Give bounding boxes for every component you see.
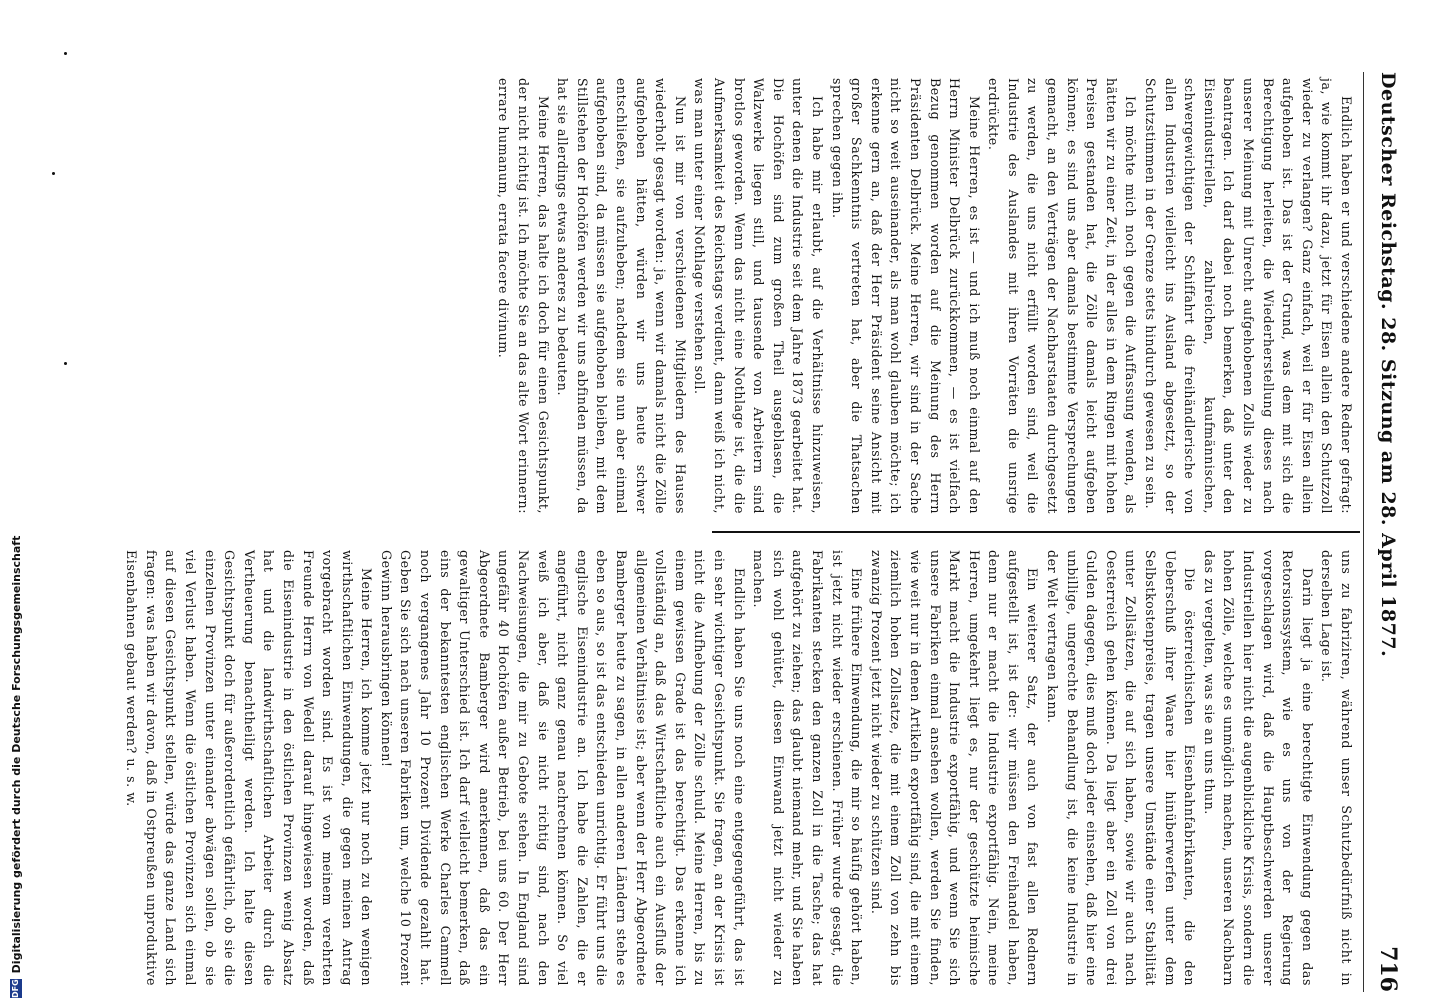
right-paragraph: Eine frühere Einwendung, die mir so häufig gehört haben, ist jetzt nicht wieder erschienen. Früher wurde gesagt, die Fabrikanten stecken den ganzen Zoll in die Tasche; das hat aufgehört zu ziehen; das glaubt niemand mehr, und Sie haben sich wohl gehütet, diesen Einwand jetzt nicht wieder zu machen. xyxy=(751,550,865,986)
page-header xyxy=(1368,72,1408,992)
page-number: 716 xyxy=(1375,946,1401,992)
right-paragraph: Darin liegt ja eine berechtigte Einwendung gegen das Retorsionssystem, wie es uns von der Regierung vorgeschlagen wird, daß die Hauptbeschwerden unserer Industriellen hier nicht die augenblickliche Krisis, sondern die hohen Zölle, welche es unmöglich machen, unseren Nachbarn das zu vergelten, was sie an uns thun. xyxy=(1201,550,1315,986)
left-paragraph: Endlich haben er und verschiedene andere Redner gefragt: ja, wie kommt ihr dazu, jetzt für Eisen allein den Schutzzoll wieder zu verlangen? Ganz einfach, weil er für Eisen allein aufgehoben ist. Das ist der Grund, was dem mit sich die Berechtigung herleiten, die Wiederherstellung dieses nach unserer Meinung mit Unrecht aufgehobenen Zolls wieder zu beantragen. Ich darf dabei noch bemerken, daß unter den Eisenindustriellen, zahlreichen, kaufmännischen, schwergewichtigen der Schiffahrt die freihändlerische von allen Industrien vielleicht ins Ausland abgesetzt, so der Schutzstimmen in der Grenze stets hindurch gewesen zu sein. xyxy=(1143,78,1354,514)
header-rule xyxy=(1363,72,1364,992)
scan-speck xyxy=(64,362,67,365)
right-paragraph: Meine Herren, ich komme jetzt nur noch zu den wenigen wirthschaftlichen Einwendungen, die gegen meinen Antrag vorgebracht worden sind. Es ist von meinem verehrten Freunde Herrn von Wedell darauf hingewiesen worden, daß die Eisenindustrie in den östlichen Provinzen wenig Absatz hat und die landwirthschaftlichen Arbeiter durch die Vertheuerung benachtheiligt werden. Ich halte diesen Gesichtspunkt doch für außerordentlich gefährlich, ob sie die einzelnen Provinzen unter einander abwägen sollen, ob sie viel Verlust haben. Wenn die östlichen Provinzen sich einmal auf diesen Gesichtspunkt stellen, würde das ganze Land sich fragen: was haben wir davon, daß in Ostpreußen unproduktive Eisenbahnen gebaut werden? u. s. w. xyxy=(124,550,375,986)
scan-speck xyxy=(52,172,55,175)
right-paragraph: Endlich haben Sie uns noch eine entgegengeführt, das ist ein sehr wichtiger Gesichtspunkt. Sie fragen, an der Krisis ist nicht die Aufhebung der Zölle schuld. Meine Herren, bis zu einem gewissen Grade ist das berechtigt. Das erkenne ich vollständig an, daß das Wirtschaftliche auch ein Ausfluß der allgemeinen Verhältnisse ist; aber wenn der Herr Abgeordnete Bamberger heute zu sagen, in allen anderen Ländern stehe es eben so aus, so ist das entschieden unrichtig. Er führt uns die englische Eisenindustrie an. Ich habe die Zahlen, die er angeführt, nicht ganz genau nachrechnen können. So viel weiß ich aber, daß sie nicht richtig sind, nach den Nachweisungen, die mir zu Gebote stehen. In England sind ungefähr 40 Hochöfen außer Betrieb, bei uns 60. Der Herr Abgeordnete Bamberger wird anerkennen, daß das ein gewaltiger Unterschied ist. Ich darf vielleicht bemerken, daß eins der bekanntesten englischen Werke Charles Cammell noch vergangenes Jahr 10 Prozent Dividende gezahlt hat. Geben Sie sich nach unseren Fabriken um, welche 10 Prozent Gewinn herausbringen können! xyxy=(378,550,747,986)
credit-text: Digitalisierung gefördert durch die Deutsche Forschungsgemeinschaft xyxy=(9,535,23,974)
rotated-newspaper-page xyxy=(68,72,1408,992)
right-paragraph: Ein weiterer Satz, der auch von fast allen Rednern aufgestellt ist, ist der: wir müssen den Freihandel haben, denn nur er macht die Industrie exportfähig. Nein, meine Herren, umgekehrt liegt es, nur der geschützte heimische Markt macht die Industrie exportfähig, und wenn Sie sich unsere Fabriken einmal ansehen wollen, werden Sie finden, wie weit nur in denen Artikeln exportfähig sind, die mit einem ziemlich hohen Zollsatze, die mit einem Zoll von zehn bis zwanzig Prozent jetzt nicht wieder zu schützen sind. xyxy=(868,550,1041,986)
right-column xyxy=(122,550,1356,986)
left-paragraph: Ich möchte mich noch gegen die Auffassung wenden, als hätten wir zu einer Zeit, in der alles in dem Ringen mit hohen Preisen gestanden hat, die Zölle damals leicht aufgeben können; es sind uns aber damals bestimmte Versprechungen gemacht, an den Verträgen der Nachbarstaaten durchgesetzt zu werden, die uns nicht erfüllt worden sind, weil die Industrie des Auslandes mit ihren Vorräten die unsrige erdrückte. xyxy=(986,78,1139,514)
digitization-credit xyxy=(8,535,24,998)
header-title: Deutscher Reichstag. 28. Sitzung am 28. April 1877. xyxy=(1377,72,1399,658)
dfg-logo-icon: DFG xyxy=(11,979,20,998)
left-paragraph: Meine Herren, es ist — und ich muß noch einmal auf den Herrn Minister Delbrück zurückkommen, — es ist vielfach Bezug genommen worden auf die Meinung des Herrn Präsidenten Delbrück. Meine Herren, wir sind in der Sache nicht so weit auseinander, als man wohl glauben möchte; ich erkenne gern an, daß der Herr Präsident seine Ansicht mit großer Sachkenntnis vertreten hat, aber die Thatsachen sprechen gegen ihn. xyxy=(829,78,982,514)
left-paragraph: Ich habe mir erlaubt, auf die Verhältnisse hinzuweisen, unter denen die Industrie seit dem Jahre 1873 gearbeitet hat. Die Hochöfen sind zum großen Theil ausgeblasen, die Walzwerke liegen still, und tausende von Arbeitern sind brotlos geworden. Wenn das nicht eine Nothlage ist, die die Aufmerksamkeit des Reichstags verdient, dann weiß ich nicht, was man unter einer Nothlage verstehen soll. xyxy=(692,78,825,514)
scan-speck xyxy=(64,52,67,55)
right-paragraph: uns zu fabriziren, während unser Schutzbedürfniß nicht in derselben Lage ist. xyxy=(1319,550,1354,986)
left-paragraph: Nun ist mir von verschiedenen Mitgliedern des Hauses wiederholt gesagt worden: ja, wenn wir damals nicht die Zölle aufgehoben hätten, würden wir uns heute schwer entschließen, sie aufzuheben; nachdem sie nun aber einmal aufgehoben sind, da müssen sie aufgehoben bleiben, mit dem Stillstehen der Hochöfen werden wir uns abfinden müssen, da hat sie allerdings etwas anderes zu bedeuten. xyxy=(555,78,688,514)
left-column xyxy=(494,78,1356,514)
column-divider xyxy=(712,531,1360,533)
right-paragraph: Die österreichischen Eisenbahnfabrikanten, die den Ueberschuß ihrer Waare hier hinüberwerfen unter dem Selbstkostenpreise, tragen unsere Umstände einer Stabilität unter Zollsätzen, die auf sich haben, sowie wir auch nach Oesterreich gehen können. Da liegt aber ein Zoll von drei Gulden dagegen, dies muß doch jeder einsehen, daß hier eine unbillige, ungerechte Behandlung ist, die keine Industrie in der Welt vertragen kann. xyxy=(1045,550,1198,986)
left-paragraph: Meine Herren, das halte ich doch für einen Gesichtspunkt, der nicht richtig ist. Ich möchte Sie an das alte Wort erinnern: errare humanum, errata facere divinum. xyxy=(496,78,551,514)
